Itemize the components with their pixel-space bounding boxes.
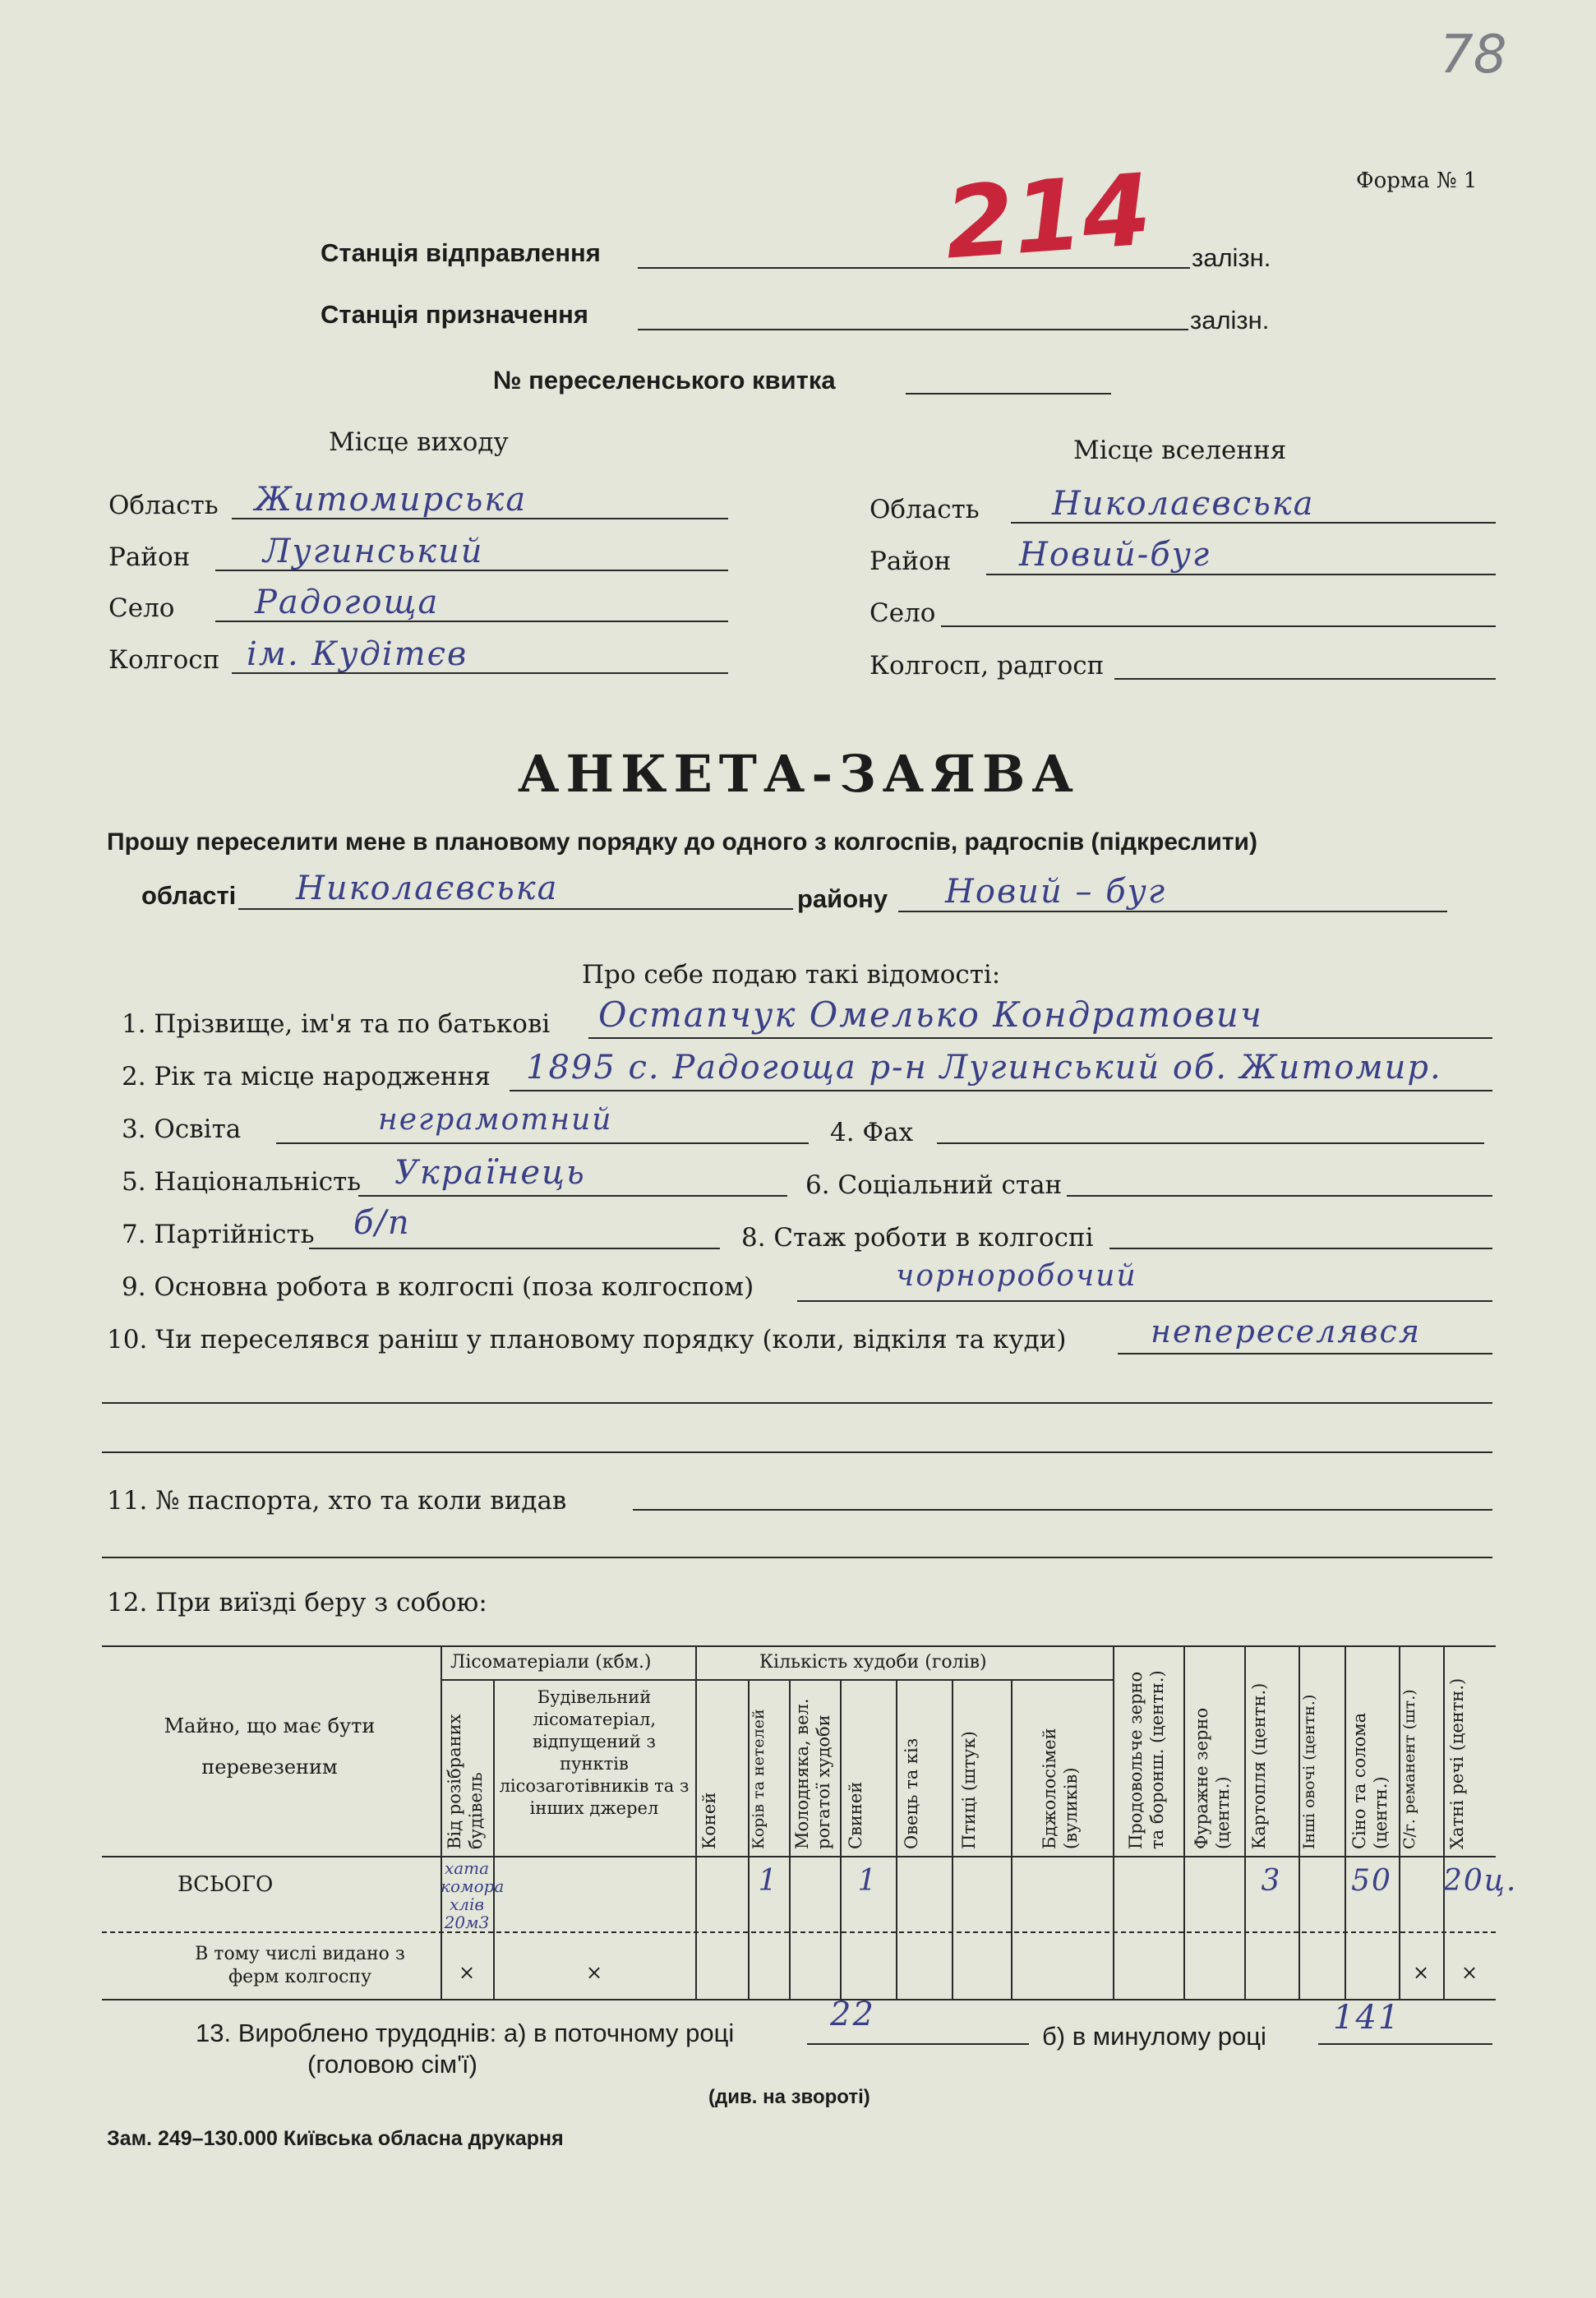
destination-station-line[interactable]	[638, 329, 1188, 330]
row-total-cell[interactable]: 1	[857, 1864, 879, 1898]
origin-oblast-value[interactable]: Житомирська	[255, 481, 528, 519]
table-column-header: Коней	[699, 1792, 719, 1849]
row-total-cell[interactable]: 50	[1351, 1864, 1392, 1898]
field-1-line	[588, 1037, 1492, 1039]
field-1-value[interactable]: Остапчук Омелько Кондратович	[598, 994, 1263, 1035]
field-10-extra-line-1[interactable]	[102, 1402, 1492, 1404]
field-8-line[interactable]	[1109, 1248, 1492, 1249]
table-column-header: Хатні речі (центн.)	[1447, 1677, 1467, 1849]
row-farm-label: В тому числі видано з ферм колгоспу	[195, 1944, 405, 1987]
table-column-divider	[1244, 1645, 1246, 1999]
table-column-divider	[441, 1645, 442, 1999]
see-reverse-note: (див. на звороті)	[708, 2086, 870, 2108]
field-5-line	[358, 1195, 787, 1197]
table-bottom-rule	[102, 1999, 1496, 2000]
field-9-line	[797, 1300, 1492, 1302]
field-8-label: 8. Стаж роботи в колгоспі	[741, 1223, 1094, 1253]
table-column-header: Бджолосімей (вуликів)	[1040, 1728, 1081, 1849]
destination-raion-value[interactable]: Новий-буг	[1019, 536, 1211, 574]
lumber-group-header: Лісоматеріали (кбм.)	[450, 1652, 652, 1673]
row-total-label: ВСЬОГО	[178, 1872, 274, 1897]
table-column-header: Картопля (центн.)	[1249, 1682, 1269, 1849]
table-column-divider	[695, 1645, 697, 1999]
field-11-label: 11. № паспорта, хто та коли видав	[107, 1486, 567, 1516]
field-3-value[interactable]: неграмотний	[378, 1103, 613, 1137]
field-3-label: 3. Освіта	[122, 1114, 242, 1144]
table-column-header: Молодняка, вел. рогатої худоби	[792, 1698, 833, 1849]
table-column-divider	[896, 1679, 897, 1999]
table-column-header: Фуражне зерно (центн.)	[1192, 1707, 1233, 1849]
field-10-value[interactable]: непереселявся	[1151, 1313, 1421, 1350]
table-column-divider	[493, 1679, 495, 1999]
destination-oblast-value[interactable]: Николаєвська	[1052, 485, 1315, 523]
destination-kolhosp-label: Колгосп, радгосп	[869, 651, 1105, 681]
livestock-group-header: Кількість худоби (голів)	[759, 1652, 987, 1673]
destination-raion-label: Район	[869, 547, 952, 576]
printer-line: Зам. 249–130.000 Київська обласна друкарня	[107, 2127, 564, 2150]
archive-sheet-number: 78	[1440, 25, 1507, 85]
table-column-divider	[840, 1679, 842, 1999]
table-column-header: Свиней	[846, 1781, 865, 1849]
destination-kolhosp-line[interactable]	[1114, 678, 1496, 680]
field-1-label: 1. Прізвище, ім'я та по батькові	[122, 1009, 551, 1039]
table-column-header: Від розібраних будівель	[445, 1714, 486, 1849]
row-total-cell[interactable]: 20ц.	[1443, 1864, 1518, 1898]
field-10-extra-line-2[interactable]	[102, 1451, 1492, 1453]
table-column-divider	[1345, 1645, 1346, 1999]
request-oblast-value[interactable]: Николаєвська	[296, 870, 559, 907]
table-column-header: Сіно та солома (центн.)	[1349, 1712, 1391, 1849]
field-9-value[interactable]: чорноробочий	[896, 1259, 1137, 1293]
field-12-label: 12. При виїзді беру з собою:	[107, 1588, 487, 1617]
request-raion-line	[898, 911, 1447, 912]
table-column-header: Корів та нетелей	[750, 1709, 768, 1849]
origin-kolhosp-value[interactable]: ім. Кудітєв	[247, 635, 468, 673]
table-column-divider	[952, 1679, 953, 1999]
workdays-previous-label: б) в минулому році	[1042, 2022, 1266, 2051]
field-5-value[interactable]: Українець	[394, 1154, 586, 1192]
form-label: Форма № 1	[1356, 168, 1478, 193]
workdays-previous-value[interactable]: 141	[1333, 1999, 1401, 2037]
workdays-label: 13. Вироблено трудоднів: а) в поточному році	[196, 2019, 735, 2047]
table-column-divider	[1113, 1645, 1114, 1999]
row-total-cell[interactable]: 3	[1261, 1864, 1282, 1898]
field-10-label: 10. Чи переселявся раніш у плановому порядку (коли, відкіля та куди)	[107, 1325, 1067, 1354]
row-farm-cell[interactable]: ×	[1460, 1961, 1478, 1984]
row-farm-cell[interactable]: ×	[458, 1961, 476, 1984]
field-11-extra-line[interactable]	[102, 1557, 1492, 1558]
field-2-label: 2. Рік та місце народження	[122, 1062, 491, 1091]
origin-oblast-label: Область	[108, 491, 219, 520]
field-7-label: 7. Партійність	[122, 1220, 315, 1249]
destination-oblast-label: Область	[869, 495, 980, 524]
ticket-number-label: № переселенського квитка	[493, 366, 836, 395]
destination-heading: Місце вселення	[1073, 436, 1287, 465]
page-title: АНКЕТА-ЗАЯВА	[518, 744, 1080, 804]
origin-raion-value[interactable]: Лугинський	[263, 533, 484, 570]
origin-raion-label: Район	[108, 542, 191, 572]
departure-station-label: Станція відправлення	[321, 238, 601, 267]
field-6-line[interactable]	[1067, 1195, 1492, 1197]
table-column-divider	[1183, 1645, 1185, 1999]
field-5-label: 5. Національність	[122, 1167, 362, 1197]
table-top-rule	[102, 1645, 1496, 1647]
table-column-header: Продовольче зерно та боронш. (центн.)	[1126, 1670, 1167, 1849]
field-7-value[interactable]: б/п	[353, 1204, 411, 1242]
field-11-line[interactable]	[633, 1509, 1492, 1511]
request-line: Прошу переселити мене в плановому порядку до одного з колгоспів, радгоспів (підкреслити)	[107, 828, 1257, 856]
lumber-group-rule	[441, 1679, 695, 1681]
field-10-line	[1118, 1353, 1492, 1354]
table-column-header: Овець та кіз	[902, 1737, 921, 1849]
workdays-previous-line	[1318, 2043, 1492, 2045]
table-row-divider	[102, 1931, 1496, 1933]
destination-rail-suffix: залізн.	[1190, 306, 1270, 335]
field-4-label: 4. Фах	[830, 1118, 914, 1147]
destination-station-label: Станція призначення	[321, 300, 588, 329]
row-farm-cell[interactable]: ×	[585, 1961, 603, 1984]
destination-selo-label: Село	[869, 598, 936, 628]
livestock-group-rule	[695, 1679, 1113, 1681]
field-2-line	[510, 1090, 1492, 1091]
row-farm-cell[interactable]: ×	[1412, 1961, 1430, 1984]
table-column-divider	[789, 1679, 791, 1999]
request-oblast-line	[238, 908, 793, 910]
origin-kolhosp-label: Колгосп	[108, 645, 220, 675]
ticket-number-line[interactable]	[906, 393, 1111, 395]
request-raion-value[interactable]: Новий – буг	[945, 873, 1167, 911]
row-total-cell[interactable]: хата комора хлів 20м3	[441, 1858, 505, 1932]
destination-raion-line	[986, 574, 1496, 575]
row-total-cell[interactable]: 1	[758, 1864, 779, 1898]
origin-selo-value[interactable]: Радогоща	[255, 584, 440, 621]
workdays-current-value[interactable]: 22	[830, 1996, 875, 2033]
field-7-line	[309, 1248, 720, 1249]
request-oblast-label: області	[141, 881, 237, 910]
workdays-current-line	[807, 2043, 1029, 2045]
table-column-header: С/г. реманент (шт.)	[1400, 1689, 1418, 1849]
table-column-header: Будівельний лісоматеріал, відпущений з пунктів лісозаготівників та з інших джерел	[499, 1687, 690, 1818]
table-column-header: Інші овочі (центн.)	[1300, 1694, 1318, 1849]
origin-heading: Місце виходу	[329, 427, 509, 457]
departure-rail-suffix: залізн.	[1192, 243, 1271, 272]
table-column-divider	[1011, 1679, 1012, 1999]
table-column-header: Птиці (штук)	[959, 1731, 979, 1849]
field-3-line	[276, 1142, 809, 1144]
about-heading: Про себе подаю такі відомості:	[582, 960, 1001, 990]
stamp-number: 214	[941, 153, 1155, 282]
table-column-divider	[1443, 1645, 1445, 1999]
field-2-value[interactable]: 1895 с. Радогоща р-н Лугинський об. Житомир.	[526, 1049, 1442, 1087]
destination-selo-line[interactable]	[941, 625, 1496, 627]
field-9-label: 9. Основна робота в колгоспі (поза колгоспом)	[122, 1272, 754, 1302]
origin-selo-label: Село	[108, 593, 175, 623]
request-raion-label: району	[797, 884, 888, 913]
workdays-sub-label: (головою сім'ї)	[307, 2050, 477, 2079]
field-6-label: 6. Соціальний стан	[805, 1170, 1063, 1200]
property-header: Майно, що має бути перевезеним	[164, 1714, 376, 1779]
table-header-bottom-rule	[102, 1856, 1496, 1857]
field-4-line[interactable]	[937, 1142, 1484, 1144]
departure-station-line[interactable]	[638, 267, 1190, 269]
